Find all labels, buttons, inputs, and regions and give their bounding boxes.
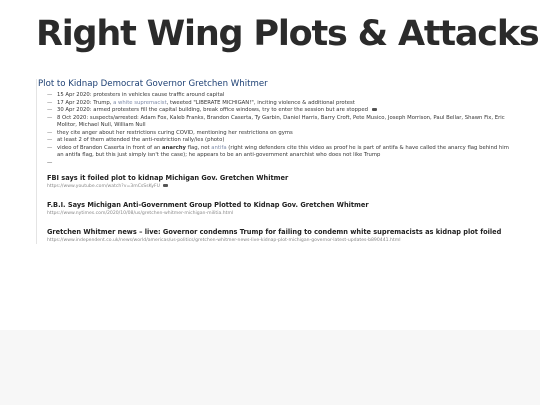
card-title[interactable]: Gretchen Whitmer news – live: Governor condemns Trump for failing to condemn white supremacists as kidnap plot foiled	[47, 227, 502, 236]
link-card-independent[interactable]	[47, 228, 515, 244]
link-card-fbi[interactable]	[47, 174, 515, 190]
event-list	[37, 92, 515, 160]
card-url: https://www.nytimes.com/2020/10/08/us/gretchen-whitmer-michigan-militia.html	[47, 210, 234, 216]
list-item: — 15 Apr 2020: protesters in vehicles cause traffic around capital	[47, 92, 515, 100]
main-content	[36, 79, 515, 244]
card-title[interactable]: F.B.I. Says Michigan Anti-Government Group Plotted to Kidnap Gov. Gretchen Whitmer	[47, 200, 369, 209]
list-item: — 17 Apr 2020: Trump, a white supremacist, tweeted "LIBERATE MICHIGAN!", inciting violence & additional protest	[47, 100, 515, 108]
link-card-nytimes[interactable]	[47, 201, 515, 217]
antifa-link[interactable]: antifa	[211, 144, 227, 151]
image-icon[interactable]	[372, 108, 377, 112]
card-title[interactable]: FBI says it foiled plot to kidnap Michigan Gov. Gretchen Whitmer	[47, 173, 289, 182]
list-item: — 30 Apr 2020: armed protesters fill the capital building, break office windows, try to enter the session but are stopped	[47, 107, 515, 115]
list-item: — they cite anger about her restrictions curing COVID, mentioning her restrictions on gyms	[47, 130, 515, 138]
section-title[interactable]: Plot to Kidnap Democrat Governor Gretchen Whitmer	[38, 79, 268, 89]
card-url: https://www.youtube.com/watch?v=3mCsSsKyFU	[47, 183, 515, 190]
white-supremacist-link[interactable]: a white supremacist	[113, 99, 167, 106]
list-item: — 8 Oct 2020: suspects/arrested: Adam Fox, Kaleb Franks, Brandon Caserta, Ty Garbin, Daniel Harris, Barry Croft, Pete Musico, Joseph Morrison, Paul Bellar, Shawn Fix, Eric Molitor, Michael Null, William Null	[47, 115, 515, 130]
page-title: Right Wing Plots & Attacks	[36, 14, 539, 54]
list-item: — video of Brandon Caserta in front of an anarchy flag, not antifa (right wing defenders cite this video as proof he is part of antifa & have called the anarcy flag behind him an antifa flag, but this just simply isn't the case); he appears to be an anti-government anarchist who does not like Trump	[47, 145, 515, 160]
list-item: — at least 2 of them attended the anti-restriction rally/ies (photo)	[47, 137, 515, 145]
page-footer	[0, 330, 540, 405]
card-url: https://www.independent.co.uk/news/world/americas/us-politics/gretchen-whitmer-news-live-kidnap-plot-michigan-governor-latest-updates-b890441.html	[47, 237, 401, 243]
video-icon	[163, 184, 168, 188]
